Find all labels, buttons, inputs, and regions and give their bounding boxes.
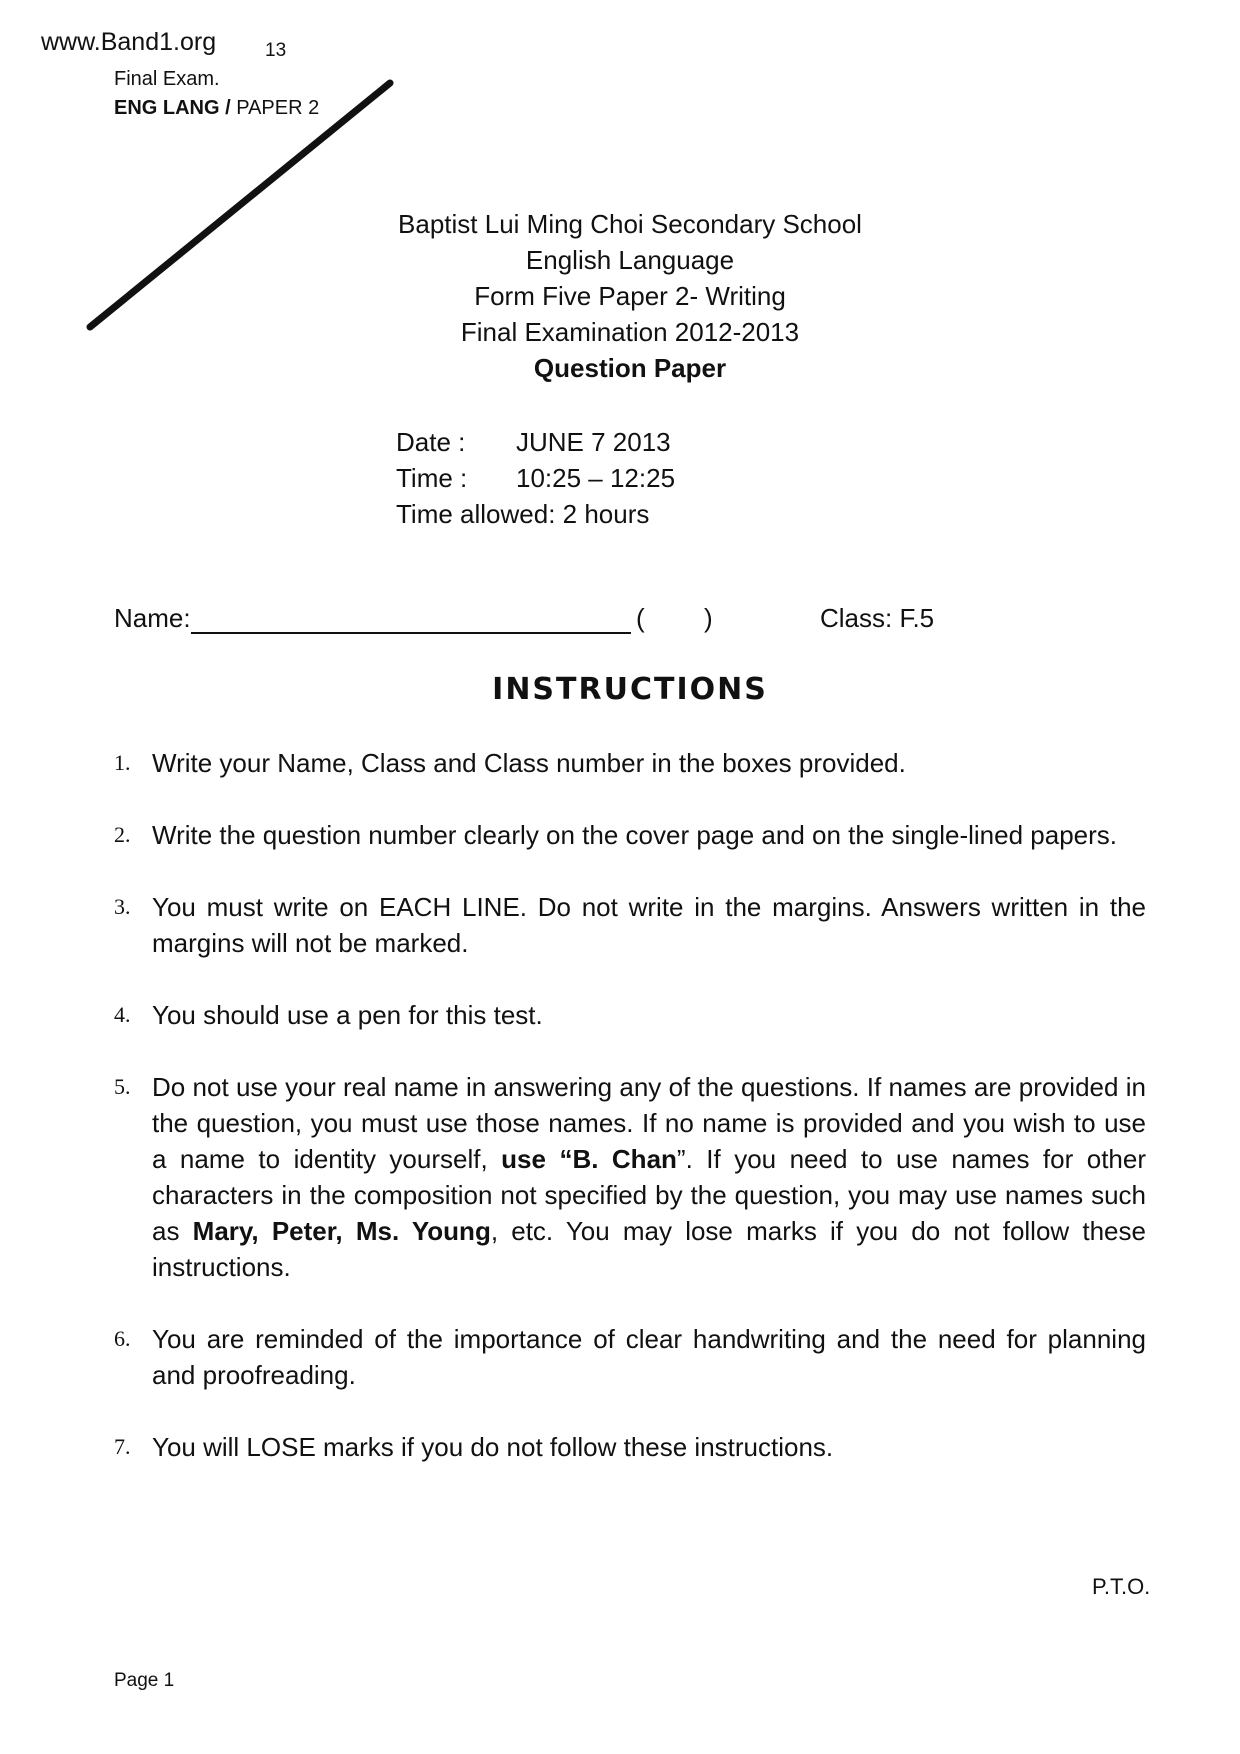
instructions-list — [114, 745, 1146, 1501]
list-item — [114, 1069, 1146, 1285]
item-number: 6. — [114, 1326, 131, 1351]
list-item — [114, 1429, 1146, 1465]
list-item — [114, 997, 1146, 1033]
name-label: Name: — [114, 603, 191, 633]
item-text: You should use a pen for this test. — [152, 1000, 543, 1030]
item-text: Write your Name, Class and Class number in the boxes provided. — [152, 748, 906, 778]
list-item — [114, 1321, 1146, 1393]
date-label: Date : — [396, 427, 466, 457]
item-text-part: ”. If you need to use names for other characters in the composition not specified by the question, you may use names such as — [152, 1144, 1147, 1246]
pto-label: P.T.O. — [1092, 1574, 1151, 1599]
item-number: 4. — [114, 1002, 131, 1027]
item-number: 3. — [114, 894, 131, 919]
page-number: Page 1 — [114, 1670, 175, 1691]
school-name: Baptist Lui Ming Choi Secondary School — [398, 209, 862, 239]
paper-code: PAPER 2 — [236, 97, 320, 119]
item-text-bold: use “B. Chan — [501, 1144, 677, 1174]
class-label: Class: F.5 — [820, 603, 935, 633]
watermark-text: www.Band1.org — [41, 28, 217, 56]
item-text: You must write on EACH LINE. Do not write in the margins. Answers written in the margins will not be marked. — [152, 892, 1146, 958]
item-text-part: , etc. You may lose marks if you do not follow these instructions. — [152, 1216, 1146, 1282]
class-number-close: ) — [704, 603, 713, 633]
time-label: Time : — [396, 463, 468, 493]
paper-name: Form Five Paper 2- Writing — [474, 281, 786, 311]
doc-type: Question Paper — [533, 353, 727, 383]
item-text: Write the question number clearly on the cover page and on the single-lined papers. — [152, 820, 1117, 850]
time-value: 10:25 – 12:25 — [516, 463, 676, 493]
list-item — [114, 889, 1146, 961]
page-fragment: 13 — [265, 40, 287, 61]
instructions-heading: INSTRUCTIONS — [492, 672, 768, 707]
exam-meta — [396, 424, 675, 532]
title-block — [380, 206, 880, 386]
item-text: You are reminded of the importance of clear handwriting and the need for planning and proofreading. — [152, 1324, 1146, 1390]
list-item — [114, 817, 1146, 853]
item-text-part: Do not use your real name in answering any of the questions. If names are provided in the question, you must use those names. If no name is provided and you wish to use a name to identity yourself, — [152, 1072, 1146, 1174]
exam-name: Final Examination 2012-2013 — [460, 317, 800, 347]
subject-code: ENG LANG / — [114, 97, 231, 119]
subject-name: English Language — [525, 245, 735, 275]
item-text-bold: Mary, Peter, Ms. Young — [192, 1216, 491, 1246]
name-blank-line[interactable] — [191, 606, 631, 634]
item-number: 1. — [114, 750, 131, 775]
item-number: 2. — [114, 822, 131, 847]
class-number-open: ( — [636, 603, 645, 633]
list-item — [114, 745, 1146, 781]
item-number: 5. — [114, 1074, 131, 1099]
item-number: 7. — [114, 1434, 131, 1459]
name-field[interactable] — [114, 603, 641, 634]
time-allowed: Time allowed: 2 hours — [396, 499, 650, 529]
item-text: You will LOSE marks if you do not follow these instructions. — [152, 1432, 834, 1462]
exam-label: Final Exam. — [114, 68, 220, 90]
date-value: JUNE 7 2013 — [516, 427, 671, 457]
item-text — [152, 1069, 1146, 1285]
